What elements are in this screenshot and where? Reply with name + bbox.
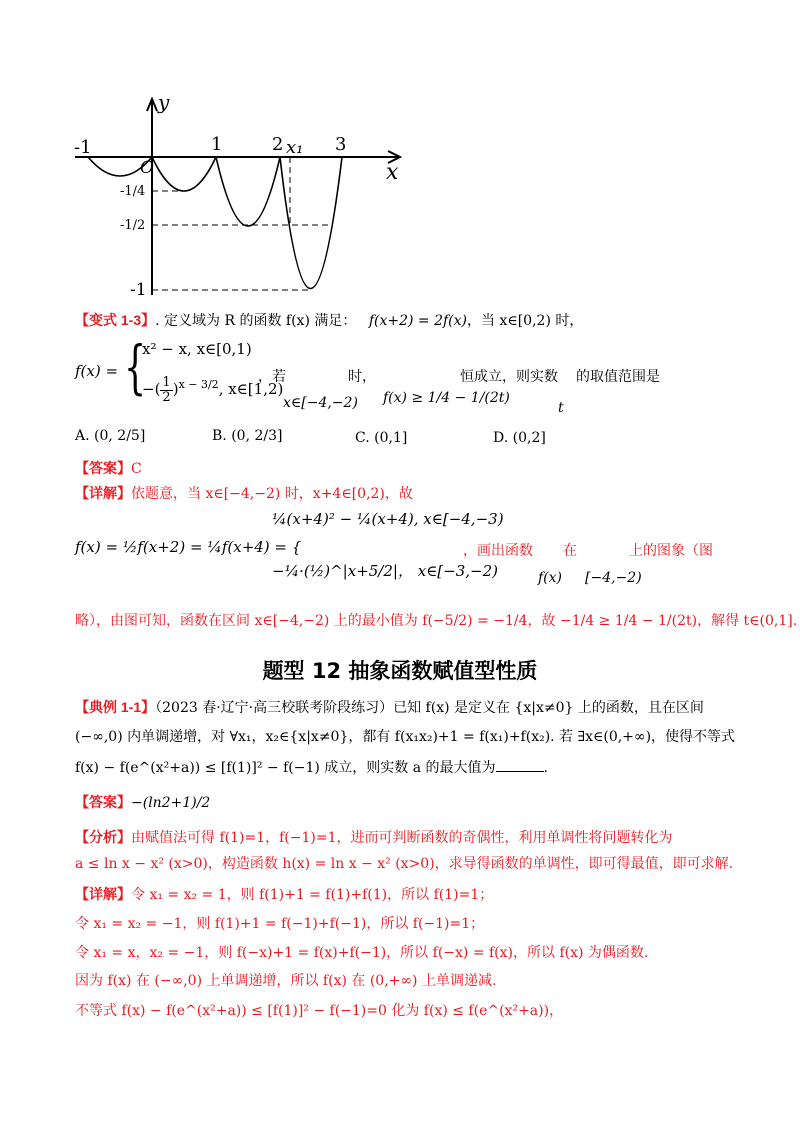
section-title: 题型 12 抽象函数赋值型性质 bbox=[262, 659, 538, 683]
curve-segment-0-1 bbox=[152, 157, 216, 191]
detail-tail-text: ，画出函数 bbox=[463, 543, 533, 559]
detail-line1-text: 依题意，当 x∈[−4,−2) 时，x+4∈[0,2)，故 bbox=[131, 486, 413, 502]
tick-1: 1 bbox=[211, 134, 223, 155]
detail-interval: [−4,−2) bbox=[585, 570, 642, 586]
example-line1-text: （2023 春·辽宁·高三校联考阶段练习）已知 f(x) 是定义在 {x|x≠0} 上的函数，且在区间 bbox=[155, 700, 704, 716]
option-c-label: C. bbox=[355, 430, 370, 446]
example-line1 bbox=[75, 697, 704, 717]
range-label: 的取值范围是 bbox=[576, 369, 660, 385]
tick-2: 2 bbox=[272, 134, 284, 155]
function-graph bbox=[70, 95, 410, 305]
option-a-label: A. bbox=[75, 428, 90, 444]
variant-answer bbox=[75, 458, 142, 478]
x-axis-label: x bbox=[386, 160, 399, 185]
detail-graph-text: 上的图象（图 bbox=[629, 543, 713, 559]
tick-x1: x₁ bbox=[286, 137, 304, 158]
detail-piece-1: ¼(x+4)² − ¼(x+4), x∈[−4,−3) bbox=[272, 510, 504, 528]
detail-d5: 不等式 f(x) − f(e^(x²+a)) ≤ [f(1)]² − f(−1)=0 化为 f(x) ≤ f(e^(x²+a))， bbox=[75, 1003, 564, 1019]
detail-d1 bbox=[75, 884, 493, 904]
example-line2: (−∞,0) 内单调递增，对 ∀x₁，x₂∈{x|x≠0}，都有 f(x₁x₂)+1 = f(x₁)+f(x₂). 若 ∃x∈(0,+∞)，使得不等式 bbox=[75, 729, 736, 745]
option-d-value: (0,2] bbox=[512, 430, 546, 446]
detail-equation: f(x) = ½f(x+2) = ¼f(x+4) = { bbox=[75, 538, 302, 556]
analysis-tag: 【分析】 bbox=[75, 829, 131, 845]
piece-lhs: f(x) = bbox=[75, 362, 119, 380]
y-label-half: -1/2 bbox=[120, 218, 146, 233]
option-d[interactable] bbox=[493, 430, 546, 446]
curve-segment-1-2 bbox=[216, 157, 280, 226]
y-axis-label: y bbox=[158, 95, 170, 114]
option-a[interactable] bbox=[75, 428, 145, 444]
answer-tag: 【答案】 bbox=[75, 460, 131, 476]
piece-2: −( $\frac{1}{2}$ )$^{x - 3/2}$, x∈[1,2) bbox=[142, 375, 284, 405]
variant-1-3-line1 bbox=[75, 310, 583, 330]
example-answer bbox=[75, 792, 210, 812]
when-text: 时， bbox=[348, 369, 376, 385]
variant-condition: f(x+2) = 2f(x) bbox=[368, 313, 468, 329]
detail-tag: 【详解】 bbox=[75, 485, 131, 501]
analysis-line1-text: 由赋值法可得 f(1)=1，f(−1)=1，进而可判断函数的奇偶性，利用单调性将问题转化为 bbox=[131, 830, 673, 846]
detail-piece-2: −¼·(½)^|x+5/2|， x∈[−3,−2) bbox=[272, 562, 498, 580]
example-line3-text: f(x) − f(e^(x²+a)) ≤ [f(1)]² − f(−1) 成立，则实数 a 的最大值为 bbox=[75, 760, 496, 776]
analysis-line2: a ≤ ln x − x² (x>0)，构造函数 h(x) = ln x − x² (x>0)，求导得函数的单调性，即可得最值，即可求解. bbox=[75, 856, 734, 872]
origin-label: O bbox=[140, 158, 154, 178]
example-detail-tag: 【详解】 bbox=[75, 886, 131, 902]
option-b[interactable] bbox=[212, 428, 282, 444]
option-b-value: (0, 2/3] bbox=[231, 428, 283, 444]
option-a-value: (0, 2/5] bbox=[94, 428, 146, 444]
detail-tail bbox=[463, 540, 713, 560]
variant-mid: ，当 x∈[0,2) 时， bbox=[467, 313, 584, 329]
if-text: ，若 bbox=[258, 369, 286, 385]
detail-d4: 因为 f(x) 在 (−∞,0) 上单调递增，所以 f(x) 在 (0,+∞) 上单调递减. bbox=[75, 973, 497, 989]
t-variable: t bbox=[558, 400, 564, 416]
detail-d3: 令 x₁ = x，x₂ = −1，则 f(−x)+1 = f(x)+f(−1)，所以 f(−x) = f(x)，所以 f(x) 为偶函数. bbox=[75, 945, 649, 961]
y-label-one: -1 bbox=[130, 280, 147, 300]
always-label: 恒成立，则实数 bbox=[460, 369, 558, 385]
detail-line3: 略），由图可知，函数在区间 x∈[−4,−2) 上的最小值为 f(−5/2) = −1/4，故 −1/4 ≥ 1/4 − 1/(2t)，解得 t∈(0,1]. bbox=[75, 613, 798, 629]
analysis-line1 bbox=[75, 827, 672, 847]
example-answer-tag: 【答案】 bbox=[75, 794, 131, 810]
option-b-label: B. bbox=[212, 428, 227, 444]
detail-d2: 令 x₁ = x₂ = −1，则 f(1)+1 = f(−1)+f(−1)，所以 f(−1)=1； bbox=[75, 916, 485, 932]
detail-at-text: 在 bbox=[563, 543, 577, 559]
option-d-label: D. bbox=[493, 430, 509, 446]
tick-neg1: -1 bbox=[74, 137, 92, 158]
option-c[interactable] bbox=[355, 430, 407, 446]
inequality: f(x) ≥ 1/4 − 1/(2t) bbox=[383, 390, 510, 406]
y-label-quarter: -1/4 bbox=[120, 184, 146, 199]
example-tag: 【典例 1-1】 bbox=[75, 699, 156, 715]
detail-d1-text: 令 x₁ = x₂ = 1，则 f(1)+1 = f(1)+f(1)，所以 f(1)=1； bbox=[131, 887, 494, 903]
detail-function: f(x) bbox=[538, 570, 563, 586]
variant-detail-line1 bbox=[75, 483, 413, 503]
option-c-value: (0,1] bbox=[374, 430, 408, 446]
variant-intro: . 定义域为 R 的函数 f(x) 满足： bbox=[155, 313, 357, 329]
piece-1: x² − x, x∈[0,1) bbox=[142, 340, 252, 358]
answer-value: C bbox=[131, 461, 142, 477]
example-line3: f(x) − f(e^(x²+a)) ≤ [f(1)]² − f(−1) 成立，则实数 a 的最大值为 . bbox=[75, 760, 548, 776]
answer-blank[interactable] bbox=[496, 759, 544, 772]
curve-segment-2-3 bbox=[280, 157, 342, 289]
example-answer-value: −(ln2+1)/2 bbox=[131, 795, 211, 811]
variant-tag: 【变式 1-3】 bbox=[75, 312, 156, 328]
domain-condition: x∈[−4,−2) bbox=[283, 395, 358, 411]
piece-brace: { bbox=[124, 333, 147, 401]
tick-3: 3 bbox=[335, 134, 347, 155]
always-text bbox=[460, 366, 660, 386]
piece-2-condition: , x∈[1,2) bbox=[218, 380, 284, 399]
